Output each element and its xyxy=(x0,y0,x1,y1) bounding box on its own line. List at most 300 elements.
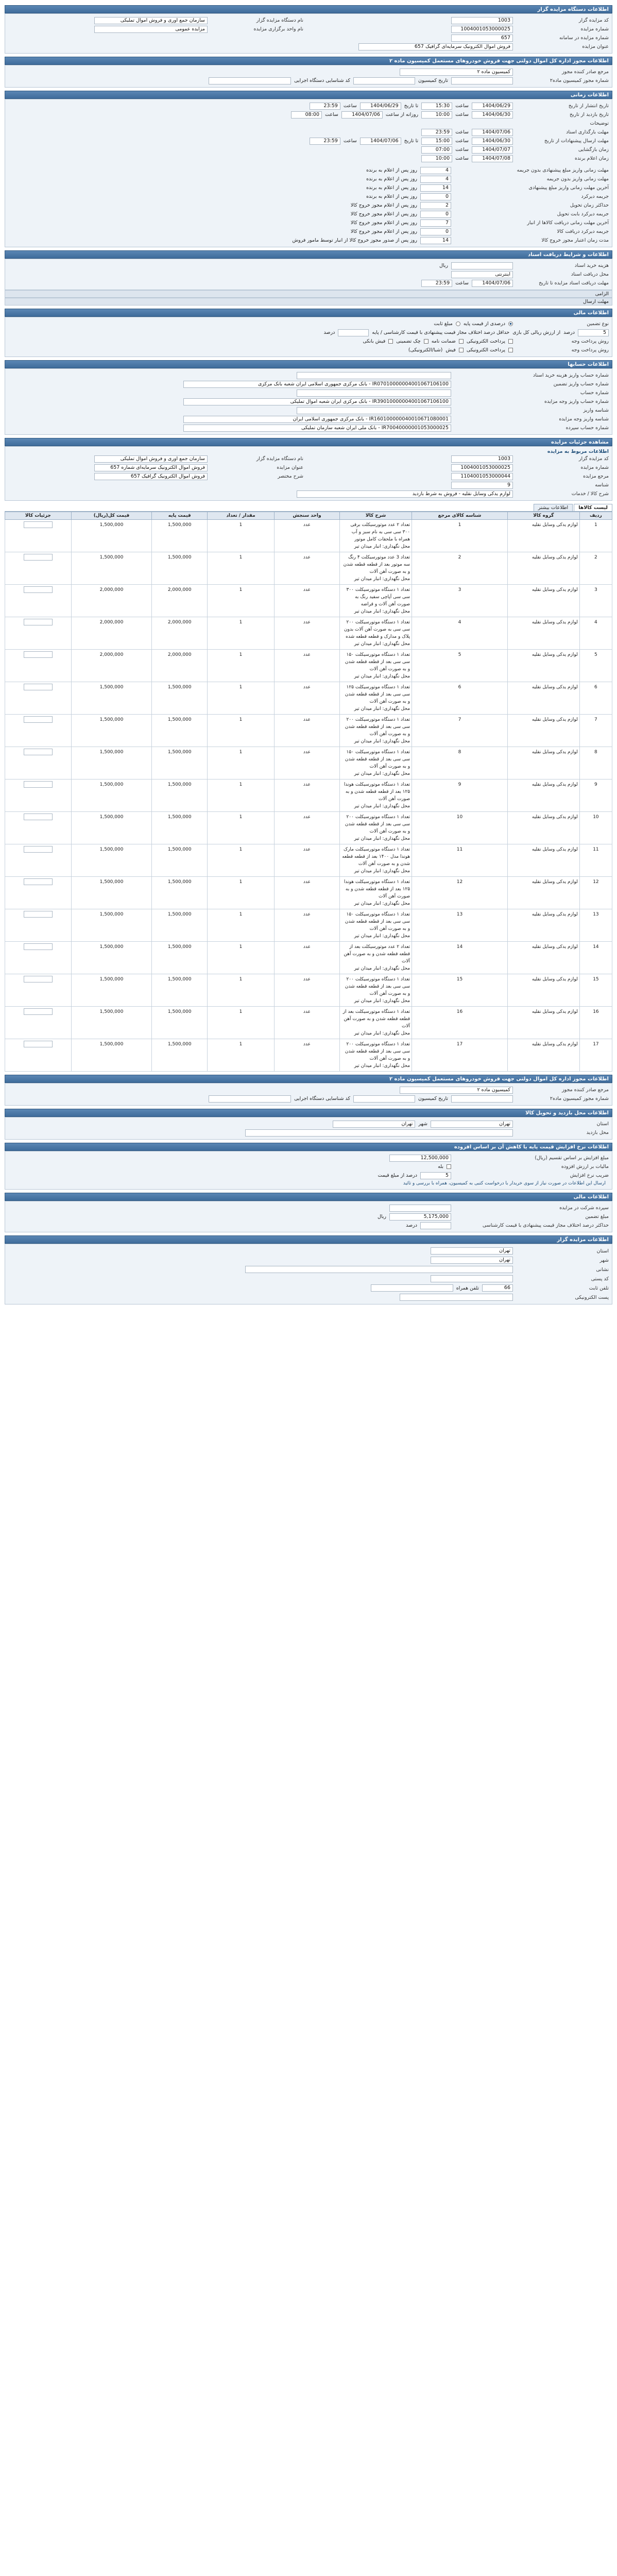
cell-details xyxy=(5,974,72,1007)
cell-row-no: 3 xyxy=(579,585,612,617)
cell-total: 1,500,000 xyxy=(71,974,151,1007)
timing-rule-row xyxy=(8,183,609,192)
cell-price: 1,500,000 xyxy=(152,779,208,812)
table-row xyxy=(5,552,612,585)
publish-to-date: 1404/06/29 xyxy=(360,103,401,110)
permit-issuer-label: مرجع صادر کننده مجوز xyxy=(561,69,609,75)
details-input[interactable] xyxy=(24,1041,53,1047)
cell-qty: 1 xyxy=(208,552,275,585)
items-table xyxy=(5,512,612,1072)
guarantee-slip-checkbox[interactable] xyxy=(388,339,393,344)
cell-row-no: 1 xyxy=(579,520,612,552)
table-row xyxy=(5,974,612,1007)
cell-details xyxy=(5,682,72,715)
page-root xyxy=(5,0,612,1310)
details-brief-label: شرح مختصر xyxy=(278,473,303,479)
cell-desc: تعداد ۱ دستگاه موتورسیکلت بعد از قطعه قطعه شدن و به صورت آهن آلات محل نگهداری: انبار میدان تیر xyxy=(340,1007,412,1039)
section-permit-title: اطلاعات مجوز اداره کل اموال دولتی جهت فروش خودروهای مستعمل کمیسیون ماده ۲ xyxy=(5,57,612,65)
cell-details xyxy=(5,552,72,585)
cell-unit: عدد xyxy=(274,617,339,650)
cell-price: 1,500,000 xyxy=(152,715,208,747)
acct-deposit-id-field xyxy=(297,407,451,414)
details-input[interactable] xyxy=(24,684,53,690)
guarantee-slip-label: فیش بانکی xyxy=(363,338,386,344)
table-row xyxy=(5,650,612,682)
cell-total: 1,500,000 xyxy=(71,877,151,909)
details-input[interactable] xyxy=(24,878,53,885)
cell-unit: عدد xyxy=(274,877,339,909)
details-title-label: عنوان مزایده xyxy=(277,465,303,470)
cell-group: لوازم یدکی وسایل نقلیه xyxy=(507,682,579,715)
payment-label: روش پرداخت وجه xyxy=(571,347,609,353)
buyer-name-field: سازمان جمع آوری و فروش اموال تملیکی xyxy=(94,17,208,24)
docs-deadline-text: مهلت ارسال xyxy=(583,299,609,304)
cell-total: 1,500,000 xyxy=(71,552,151,585)
cell-total: 1,500,000 xyxy=(71,682,151,715)
timing-rule-row xyxy=(8,210,609,218)
cell-price: 2,000,000 xyxy=(152,650,208,682)
timing-rule-row xyxy=(8,175,609,183)
cell-qty: 1 xyxy=(208,909,275,942)
table-row xyxy=(5,877,612,909)
section-visit-title: اطلاعات محل بازدید و تحویل کالا xyxy=(5,1109,612,1117)
cell-unit: عدد xyxy=(274,585,339,617)
doc-fee-unit: ریال xyxy=(439,263,448,268)
cell-code: 11 xyxy=(412,844,508,877)
details-input[interactable] xyxy=(24,846,53,853)
details-input[interactable] xyxy=(24,814,53,820)
cell-group: لوازم یدکی وسایل نقلیه xyxy=(507,552,579,585)
winner-time: 10:00 xyxy=(421,155,452,162)
details-input[interactable] xyxy=(24,749,53,755)
cell-total: 1,500,000 xyxy=(71,909,151,942)
cell-price: 2,000,000 xyxy=(152,617,208,650)
cell-row-no: 11 xyxy=(579,844,612,877)
payment-slip-checkbox[interactable] xyxy=(459,348,464,352)
cell-unit: عدد xyxy=(274,682,339,715)
cell-total: 1,500,000 xyxy=(71,812,151,844)
visit-to-date: 1404/07/06 xyxy=(341,111,383,118)
timing-rule-unit: روز پس از صدور مجوز خروج کالا از انبار توسط مامور فروش xyxy=(292,238,417,243)
cell-desc: تعداد ۱ دستگاه موتورسیکلت ۱۵۰ سی سی بعد از قطعه قطعه شدن و به صورت آهن آلات محل نگهداری: انبار میدان تیر xyxy=(340,747,412,779)
details-input[interactable] xyxy=(24,716,53,723)
details-brief-field: فروش اموال الکترونیک گرافیک 657 xyxy=(94,473,208,480)
timing-rule-label: جریمه دیرکرد xyxy=(581,194,609,199)
details-ref-label: مرجع مزایده xyxy=(583,473,609,479)
timing-rule-unit: روز پس از اعلام مجوز خروج کالا xyxy=(350,229,417,234)
cell-details xyxy=(5,520,72,552)
cell-unit: عدد xyxy=(274,909,339,942)
details-input[interactable] xyxy=(24,1008,53,1015)
increase-amount-field: 12,500,000 xyxy=(389,1155,451,1162)
cell-code: 13 xyxy=(412,909,508,942)
doc-deadline-label: مهلت دریافت اسناد مزایده تا تاریخ xyxy=(539,280,609,286)
cell-code: 17 xyxy=(412,1039,508,1072)
timing-rule-row xyxy=(8,192,609,201)
deadline-docs-time-label: ساعت xyxy=(455,129,469,135)
cell-qty: 1 xyxy=(208,877,275,909)
contact-postal-label: کد پستی xyxy=(591,1276,609,1282)
timing-rule-value: 7 xyxy=(420,219,451,227)
cell-total: 1,500,000 xyxy=(71,1039,151,1072)
deadline-offers-time: 15:00 xyxy=(421,138,452,145)
acct-deposit-field: IR70040000001053000025 - بانک ملی ایران شعبه سازمان تملیکی xyxy=(183,425,451,432)
deadline-docs-date: 1404/07/06 xyxy=(472,129,513,136)
winner-date: 1404/07/08 xyxy=(472,155,513,162)
doc-place-label: محل دریافت اسناد xyxy=(571,272,609,277)
cell-group: لوازم یدکی وسایل نقلیه xyxy=(507,909,579,942)
cell-total: 1,500,000 xyxy=(71,715,151,747)
table-row xyxy=(5,715,612,747)
section-docs xyxy=(5,259,612,290)
timing-rule-row xyxy=(8,236,609,245)
deposit-opt-percent-radio[interactable] xyxy=(508,321,513,326)
acct-payment-field: IR39010000004001067106100 - بانک مرکزی ایران شعبه اموال تملیکی xyxy=(183,398,451,405)
section-contact-title: اطلاعات مزایده گزار xyxy=(5,1235,612,1244)
timing-rule-unit: روز پس از اعلام به برنده xyxy=(366,167,417,173)
deposit-note: حداقل درصد اختلاف مجاز قیمت پیشنهادی با قیمت کارشناسی / پایه xyxy=(372,330,510,335)
doc-fee-label: هزینه خرید اسناد xyxy=(574,263,609,268)
details-number-label: شماره مزایده xyxy=(580,465,609,470)
deadline-offers-to-time-label: ساعت xyxy=(343,138,357,144)
visit-to-label: روزانه از ساعت xyxy=(385,112,419,117)
cell-row-no: 10 xyxy=(579,812,612,844)
permit2-number-field xyxy=(451,1095,513,1103)
increase-note: ارسال این اطلاعات در صورت نیاز از سوی خریدار با درخواست کتبی به کمیسیون، همراه با بررسی و تائید xyxy=(403,1181,606,1186)
section-docs-title: اطلاعات و شرایط دریافت اسناد xyxy=(5,250,612,259)
visit-addr-field xyxy=(245,1129,513,1137)
vat-label: مالیات بر ارزش افزوده xyxy=(561,1164,609,1170)
cell-group: لوازم یدکی وسایل نقلیه xyxy=(507,942,579,974)
buyer-name-label: نام دستگاه مزایده گزار xyxy=(256,18,303,23)
cell-total: 2,000,000 xyxy=(71,585,151,617)
cell-row-no: 2 xyxy=(579,552,612,585)
cell-row-no: 9 xyxy=(579,779,612,812)
cell-total: 1,500,000 xyxy=(71,779,151,812)
cell-group: لوازم یدکی وسایل نقلیه xyxy=(507,877,579,909)
acct-deposit-id-label: شناسه واریز xyxy=(583,408,609,413)
cell-row-no: 8 xyxy=(579,747,612,779)
timing-rule-row xyxy=(8,166,609,175)
timing-rule-unit: روز پس از اعلام مجوز خروج کالا xyxy=(350,220,417,226)
cell-unit: عدد xyxy=(274,552,339,585)
auction-code-field: 1003 xyxy=(451,17,513,24)
timing-rule-value: 14 xyxy=(420,237,451,244)
visit-label: تاریخ بازدید از تاریخ xyxy=(569,112,609,117)
section-financial2-title: اطلاعات مالی xyxy=(5,1193,612,1201)
auction-code-label: کد مزایده گزار xyxy=(578,18,609,23)
section-financial-title: اطلاعات مالی xyxy=(5,309,612,317)
timing-rule-label: مدت زمان اعتبار مجوز خروج کالا xyxy=(541,238,609,243)
details-input[interactable] xyxy=(24,911,53,918)
tab-more-info[interactable]: اطلاعات بیشتر xyxy=(534,504,573,511)
tab-items-list[interactable]: لیست کالاها xyxy=(574,504,612,511)
cell-unit: عدد xyxy=(274,1007,339,1039)
fin2-guarantee-field: 5,175,000 xyxy=(389,1213,451,1221)
cell-price: 1,500,000 xyxy=(152,909,208,942)
cell-qty: 1 xyxy=(208,747,275,779)
cell-group: لوازم یدکی وسایل نقلیه xyxy=(507,520,579,552)
permit2-code-field xyxy=(209,1095,291,1103)
fin2-diff-field xyxy=(420,1222,451,1229)
section-auctioneer xyxy=(5,13,612,54)
cell-total: 1,500,000 xyxy=(71,747,151,779)
permit-number-label: شماره مجوز کمیسیون ماده۲ xyxy=(550,78,609,83)
publish-time-label: ساعت xyxy=(455,103,469,109)
details-code-label: کد مزایده گزار xyxy=(578,456,609,462)
timing-notes-label: توضیحات xyxy=(590,121,609,126)
details-input[interactable] xyxy=(24,586,53,593)
cell-row-no: 15 xyxy=(579,974,612,1007)
details-id-field: 9 xyxy=(451,482,513,489)
cell-group: لوازم یدکی وسایل نقلیه xyxy=(507,779,579,812)
timing-rule-label: حداکثر زمان تحویل xyxy=(570,202,609,208)
details-input[interactable] xyxy=(24,651,53,658)
deposit-opt-fixed-radio[interactable] xyxy=(456,321,460,326)
guarantee-cheque-checkbox[interactable] xyxy=(424,339,429,344)
visit-date: 1404/06/30 xyxy=(472,111,513,118)
contact-phone-field: 66 xyxy=(482,1284,513,1292)
col-qty: مقدار / تعداد xyxy=(208,512,275,520)
details-number-field: 1004001053000025 xyxy=(451,464,513,471)
cell-desc: تعداد ۲ عدد موتورسیکلت برقی ۳۰۰ سی سی به نام سبز و آب همراه با ملحقات کامل موتور محل نگهداری: انبار میدان تیر xyxy=(340,520,412,552)
cell-code: 9 xyxy=(412,779,508,812)
timing-rule-label: مهلت زمانی واریز مبلغ پیشنهادی بدون جریمه xyxy=(517,167,609,173)
cell-desc: تعداد ۱ دستگاه موتورسیکلت مارک هوندا مدل ۱۴۰۰ بعد از قطعه قطعه شدن و به صورت آهن آلات محل نگهداری: انبار میدان تیر xyxy=(340,844,412,877)
section-timing xyxy=(5,99,612,247)
visit-city-field: تهران xyxy=(333,1121,415,1128)
publish-to-label: تا تاریخ xyxy=(404,103,419,109)
system-number-field: 657 xyxy=(451,35,513,42)
table-row xyxy=(5,682,612,715)
deadline-offers-date: 1404/06/30 xyxy=(472,138,513,145)
fin2-guarantee-unit: ریال xyxy=(377,1214,386,1219)
guarantee-letter-label: ضمانت نامه xyxy=(431,338,456,344)
cell-unit: عدد xyxy=(274,1039,339,1072)
guarantee-cheque-label: چک تضمینی xyxy=(396,338,421,344)
cell-unit: عدد xyxy=(274,747,339,779)
col-group: گروه کالا xyxy=(507,512,579,520)
timing-rule-value: 14 xyxy=(420,184,451,192)
cell-group: لوازم یدکی وسایل نقلیه xyxy=(507,1007,579,1039)
cell-details xyxy=(5,779,72,812)
cell-total: 2,000,000 xyxy=(71,617,151,650)
section-details xyxy=(5,446,612,501)
payment-electronic-checkbox[interactable] xyxy=(508,348,513,352)
vat-checkbox[interactable] xyxy=(447,1164,451,1169)
cell-details xyxy=(5,844,72,877)
acct-number-label: شماره حساب xyxy=(580,390,609,396)
cell-details xyxy=(5,909,72,942)
deposit-min-label: از ارزش ریالی کل بازی xyxy=(512,330,561,335)
contact-addr-field xyxy=(245,1266,513,1273)
timing-rule-unit: روز پس از اعلام به برنده xyxy=(366,194,417,199)
fin2-deposit-label: سپرده شرکت در مزایده xyxy=(559,1205,609,1211)
increase-coef-unit: درصد از مبلغ قیمت xyxy=(378,1173,417,1178)
cell-qty: 1 xyxy=(208,715,275,747)
permit2-date-field xyxy=(353,1095,415,1103)
permit-number-field xyxy=(451,77,513,84)
cell-qty: 1 xyxy=(208,1039,275,1072)
details-ref-field: 1104001053000044 xyxy=(451,473,513,480)
table-row xyxy=(5,1007,612,1039)
details-buyer-field: سازمان جمع آوری و فروش اموال تملیکی xyxy=(94,455,208,463)
cell-price: 1,500,000 xyxy=(152,877,208,909)
doc-fee-field xyxy=(451,262,513,269)
details-input[interactable] xyxy=(24,554,53,561)
cell-details xyxy=(5,877,72,909)
cell-group: لوازم یدکی وسایل نقلیه xyxy=(507,650,579,682)
fin2-diff-unit: درصد xyxy=(406,1223,417,1228)
timing-rule-label: مهلت زمانی واریز بدون جریمه xyxy=(546,176,609,182)
cell-desc: تعداد 3 عدد موتورسیکلت ۴ رنگ سه موتور بعد از قطعه قطعه شدن و به صورت آهن آلات محل نگهداری: انبار میدان تیر xyxy=(340,552,412,585)
cell-price: 1,500,000 xyxy=(152,1007,208,1039)
details-input[interactable] xyxy=(24,619,53,625)
cell-qty: 1 xyxy=(208,779,275,812)
cell-code: 8 xyxy=(412,747,508,779)
details-input[interactable] xyxy=(24,943,53,950)
cell-row-no: 5 xyxy=(579,650,612,682)
table-row xyxy=(5,812,612,844)
cell-row-no: 13 xyxy=(579,909,612,942)
cell-unit: عدد xyxy=(274,812,339,844)
details-goods-field: لوازم یدکی وسایل نقلیه - فروش به شرط بازدید xyxy=(297,490,513,498)
acct-guarantee-field: IR07010000004001067106100 - بانک مرکزی جمهوری اسلامی ایران شعبه بانک مرکزی xyxy=(183,381,451,388)
auction-title-field: فروش اموال الکترونیک سرمایه‌ای گرافیک 657 xyxy=(358,43,513,50)
details-title-field: فروش اموال الکترونیک سرمایه‌ای شماره 657 xyxy=(94,464,208,471)
deadline-docs-label: مهلت بارگذاری اسناد xyxy=(566,129,609,135)
cell-desc: تعداد ۱ دستگاه موتورسیکلت ۲۰۰ سی سی بعد از قطعه قطعه شدن و به صورت آهن آلات محل نگهداری: انبار میدان تیر xyxy=(340,715,412,747)
cell-price: 1,500,000 xyxy=(152,682,208,715)
publish-date: 1404/06/29 xyxy=(472,103,513,110)
cell-desc: تعداد ۱ دستگاه موتورسیکلت ۱۲۵ سی سی بعد از قطعه قطعه شدن و به صورت آهن آلات محل نگهداری: انبار میدان تیر xyxy=(340,682,412,715)
cell-price: 1,500,000 xyxy=(152,552,208,585)
table-row xyxy=(5,1039,612,1072)
contact-mobile-field xyxy=(371,1284,453,1292)
cell-price: 2,000,000 xyxy=(152,585,208,617)
cell-desc: تعداد ۱ دستگاه موتورسیکلت ۳۰۰ سی سی آپاچی سفید رنگ به صورت آهن آلات و قراضه محل نگهداری: انبار میدان تیر xyxy=(340,585,412,617)
cell-qty: 1 xyxy=(208,1007,275,1039)
auction-number-field: 1004001053000025 xyxy=(451,26,513,33)
guarantee-electronic-checkbox[interactable] xyxy=(508,339,513,344)
cell-qty: 1 xyxy=(208,942,275,974)
deposit-diff-unit: درصد xyxy=(323,330,335,335)
timing-rule-value: 0 xyxy=(420,211,451,218)
unit-name-label: نام واحد برگزاری مزایده xyxy=(253,26,303,32)
section-auctioneer-title: اطلاعات دستگاه مزایده گزار xyxy=(5,5,612,13)
cell-details xyxy=(5,715,72,747)
timing-rule-value: 0 xyxy=(420,193,451,200)
cell-qty: 1 xyxy=(208,617,275,650)
cell-qty: 1 xyxy=(208,844,275,877)
payment-slip-label: فیش xyxy=(445,347,456,353)
visit-city-label: شهر xyxy=(418,1121,427,1127)
doc-place-field: اینترنتی xyxy=(451,271,513,278)
section-increase xyxy=(5,1151,612,1190)
cell-group: لوازم یدکی وسایل نقلیه xyxy=(507,617,579,650)
cell-code: 12 xyxy=(412,877,508,909)
cell-total: 2,000,000 xyxy=(71,650,151,682)
increase-amount-label: مبلغ افزایش بر اساس تقسیم (ریال) xyxy=(535,1155,609,1161)
increase-coef-label: ضریب نرخ افزایش xyxy=(570,1173,609,1178)
cell-group: لوازم یدکی وسایل نقلیه xyxy=(507,812,579,844)
acct-number-field xyxy=(297,389,451,397)
details-subtitle: اطلاعات مربوط به مزایده xyxy=(547,449,609,454)
acct-payment-label: شماره حساب واریز وجه مزایده xyxy=(544,399,609,404)
table-row xyxy=(5,844,612,877)
contact-city-field: تهران xyxy=(431,1257,513,1264)
timing-rule-value: 4 xyxy=(420,167,451,174)
cell-code: 7 xyxy=(412,715,508,747)
opening-date: 1404/07/07 xyxy=(472,146,513,154)
cell-code: 2 xyxy=(412,552,508,585)
cell-code: 14 xyxy=(412,942,508,974)
contact-city-label: شهر xyxy=(599,1257,609,1263)
timing-rule-unit: روز پس از اعلام مجوز خروج کالا xyxy=(350,202,417,208)
fin2-deposit-field xyxy=(389,1205,451,1212)
section-timing-title: اطلاعات زمانی xyxy=(5,91,612,99)
cell-group: لوازم یدکی وسایل نقلیه xyxy=(507,974,579,1007)
deadline-offers-to-label: تا تاریخ xyxy=(404,138,419,144)
section-permit2-title: اطلاعات مجوز اداره کل اموال دولتی جهت فروش خودروهای مستعمل کمیسیون ماده ۲ xyxy=(5,1075,612,1083)
contact-postal-field xyxy=(431,1275,513,1282)
cell-code: 10 xyxy=(412,812,508,844)
payment-electronic-label: پرداخت الکترونیکی xyxy=(466,347,505,353)
guarantee-letter-checkbox[interactable] xyxy=(459,339,464,344)
permit2-date-label: تاریخ کمیسیون xyxy=(418,1096,448,1101)
cell-unit: عدد xyxy=(274,779,339,812)
cell-details xyxy=(5,650,72,682)
cell-group: لوازم یدکی وسایل نقلیه xyxy=(507,715,579,747)
cell-qty: 1 xyxy=(208,585,275,617)
cell-code: 3 xyxy=(412,585,508,617)
table-row xyxy=(5,617,612,650)
fin2-guarantee-label: مبلغ تضمین xyxy=(585,1214,609,1219)
vat-opt-label: بله xyxy=(438,1164,443,1170)
acct-docfee-field xyxy=(297,372,451,379)
details-input[interactable] xyxy=(24,521,53,528)
cell-qty: 1 xyxy=(208,812,275,844)
winner-time-label: ساعت xyxy=(455,156,469,161)
details-input[interactable] xyxy=(24,976,53,982)
details-input[interactable] xyxy=(24,781,53,788)
cell-desc: تعداد ۱ دستگاه موتورسیکلت ۲۰۰ سی سی بعد از قطعه قطعه شدن و به صورت آهن آلات محل نگهداری: انبار میدان تیر xyxy=(340,974,412,1007)
contact-province-field: تهران xyxy=(431,1247,513,1255)
acct-docfee-label: شماره حساب واریز هزینه خرید اسناد xyxy=(533,372,609,378)
cell-details xyxy=(5,617,72,650)
col-unit: واحد سنجش xyxy=(274,512,339,520)
details-code-field: 1003 xyxy=(451,455,513,463)
cell-details xyxy=(5,1007,72,1039)
fin2-diff-label: حداکثر درصد اختلاف مجاز قیمت پیشنهادی با قیمت کارشناسی xyxy=(482,1223,609,1228)
cell-desc: تعداد ۱ دستگاه موتورسیکلت ۲۰۰ سی سی بعد از قطعه قطعه شدن و به صورت آهن آلات محل نگهداری: انبار میدان تیر xyxy=(340,812,412,844)
cell-total: 1,500,000 xyxy=(71,942,151,974)
docs-deadline-bar xyxy=(5,298,612,306)
permit-date-label: تاریخ کمیسیون xyxy=(418,78,448,83)
contact-addr-label: نشانی xyxy=(596,1266,609,1273)
doc-deadline-time-label: ساعت xyxy=(455,280,469,286)
table-row xyxy=(5,747,612,779)
cell-desc: تعداد ۱ دستگاه موتورسیکلت ۱۵۰ سی سی بعد از قطعه قطعه شدن و به صورت آهن آلات محل نگهداری: انبار میدان تیر xyxy=(340,909,412,942)
acct-payment-id-label: شناسه واریز وجه مزایده xyxy=(559,416,609,422)
section-permit xyxy=(5,65,612,88)
timing-rule-unit: روز پس از اعلام به برنده xyxy=(366,185,417,191)
table-row xyxy=(5,779,612,812)
deadline-docs-time: 23:59 xyxy=(421,129,452,136)
details-goods-label: شرح کالا / خدمات xyxy=(571,491,609,497)
guarantee-label: روش پرداخت وجه xyxy=(571,338,609,344)
exec-code-label: کد شناسایی دستگاه اجرایی xyxy=(294,78,350,83)
